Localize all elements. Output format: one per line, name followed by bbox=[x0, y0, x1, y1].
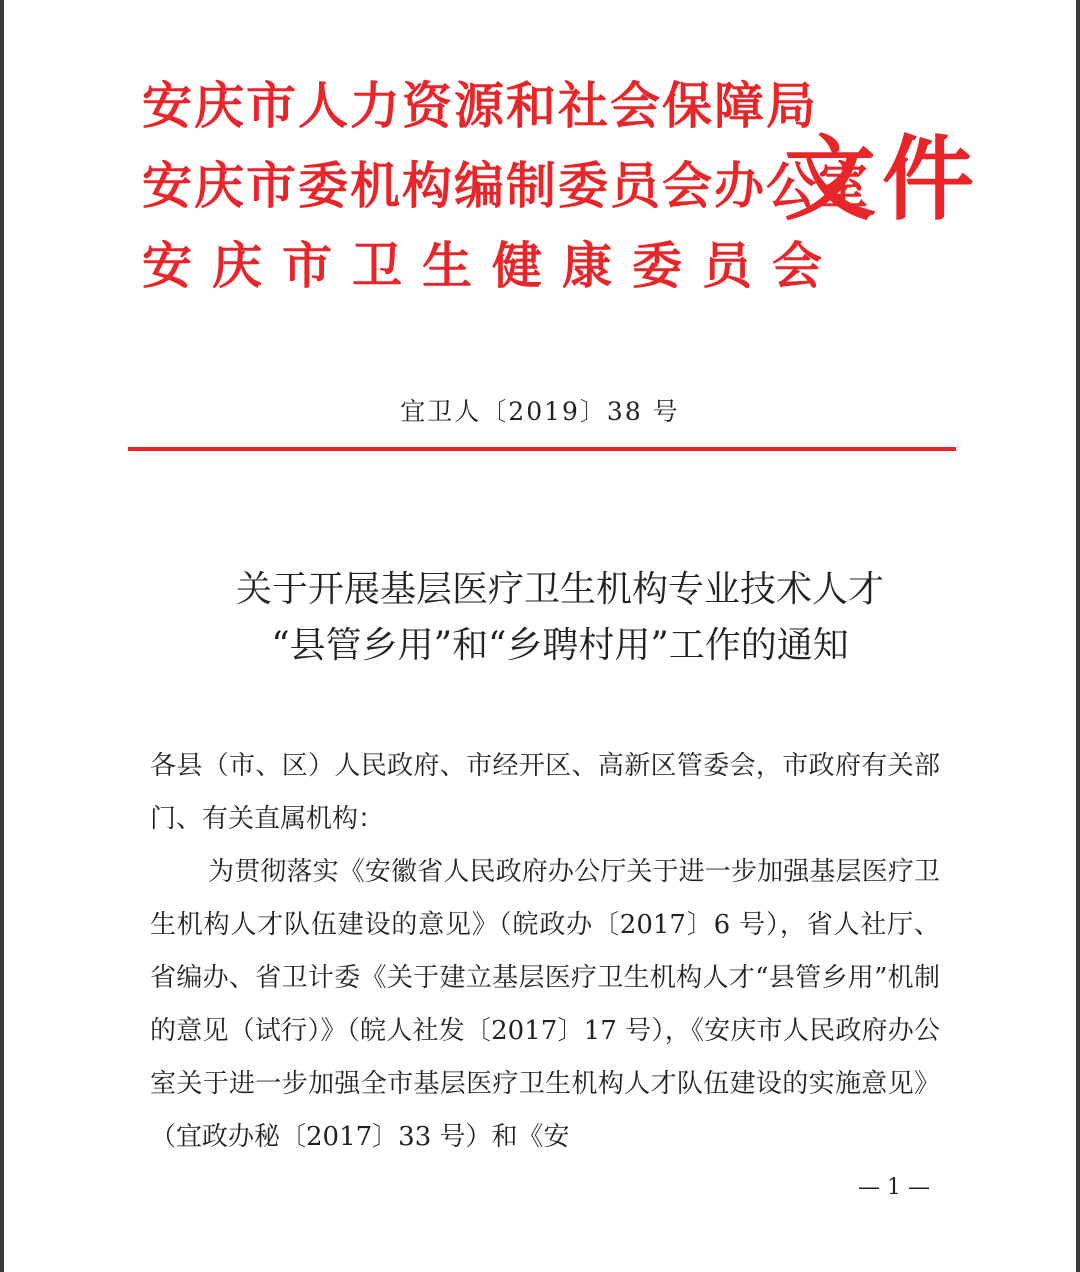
document-title bbox=[4, 562, 1080, 674]
document-body bbox=[150, 740, 940, 1164]
issuing-agencies bbox=[142, 66, 870, 306]
document-page bbox=[4, 0, 1076, 1272]
issuer-health-commission: 安庆市卫生健康委员会 bbox=[142, 237, 842, 295]
document-heading-word: 文件 bbox=[784, 126, 981, 233]
title-line-1: 关于开展基层医疗卫生机构专业技术人才 bbox=[235, 569, 884, 610]
addressee-paragraph: 各县（市、区）人民政府、市经开区、高新区管委会，市政府有关部门、有关直属机构： bbox=[150, 751, 940, 834]
issuer-hrss-bureau: 安庆市人力资源和社会保障局 bbox=[142, 77, 818, 135]
title-line-2: “县管乡用”和“乡聘村用”工作的通知 bbox=[271, 625, 849, 666]
page-number: — 1 — bbox=[858, 1175, 930, 1200]
red-separator-line bbox=[128, 447, 956, 451]
document-number: 宜卫人〔2019〕38 号 bbox=[400, 397, 680, 426]
issuer-staffing-office: 安庆市委机构编制委员会办公室 bbox=[142, 157, 870, 215]
body-paragraph-1: 为贯彻落实《安徽省人民政府办公厅关于进一步加强基层医疗卫生机构人才队伍建设的意见》（皖政办〔2017〕6 号），省人社厅、省编办、省卫计委《关于建立基层医疗卫生机构人才“县管乡用”机制的意见（试行）》（皖人社发〔2017〕17 号），《安庆市人民政府办公室关于进一步加强全市基层医疗卫生机构人才队伍建设的实施意见》（宜政办秘〔2017〕33 号）和《安 bbox=[150, 857, 940, 1152]
